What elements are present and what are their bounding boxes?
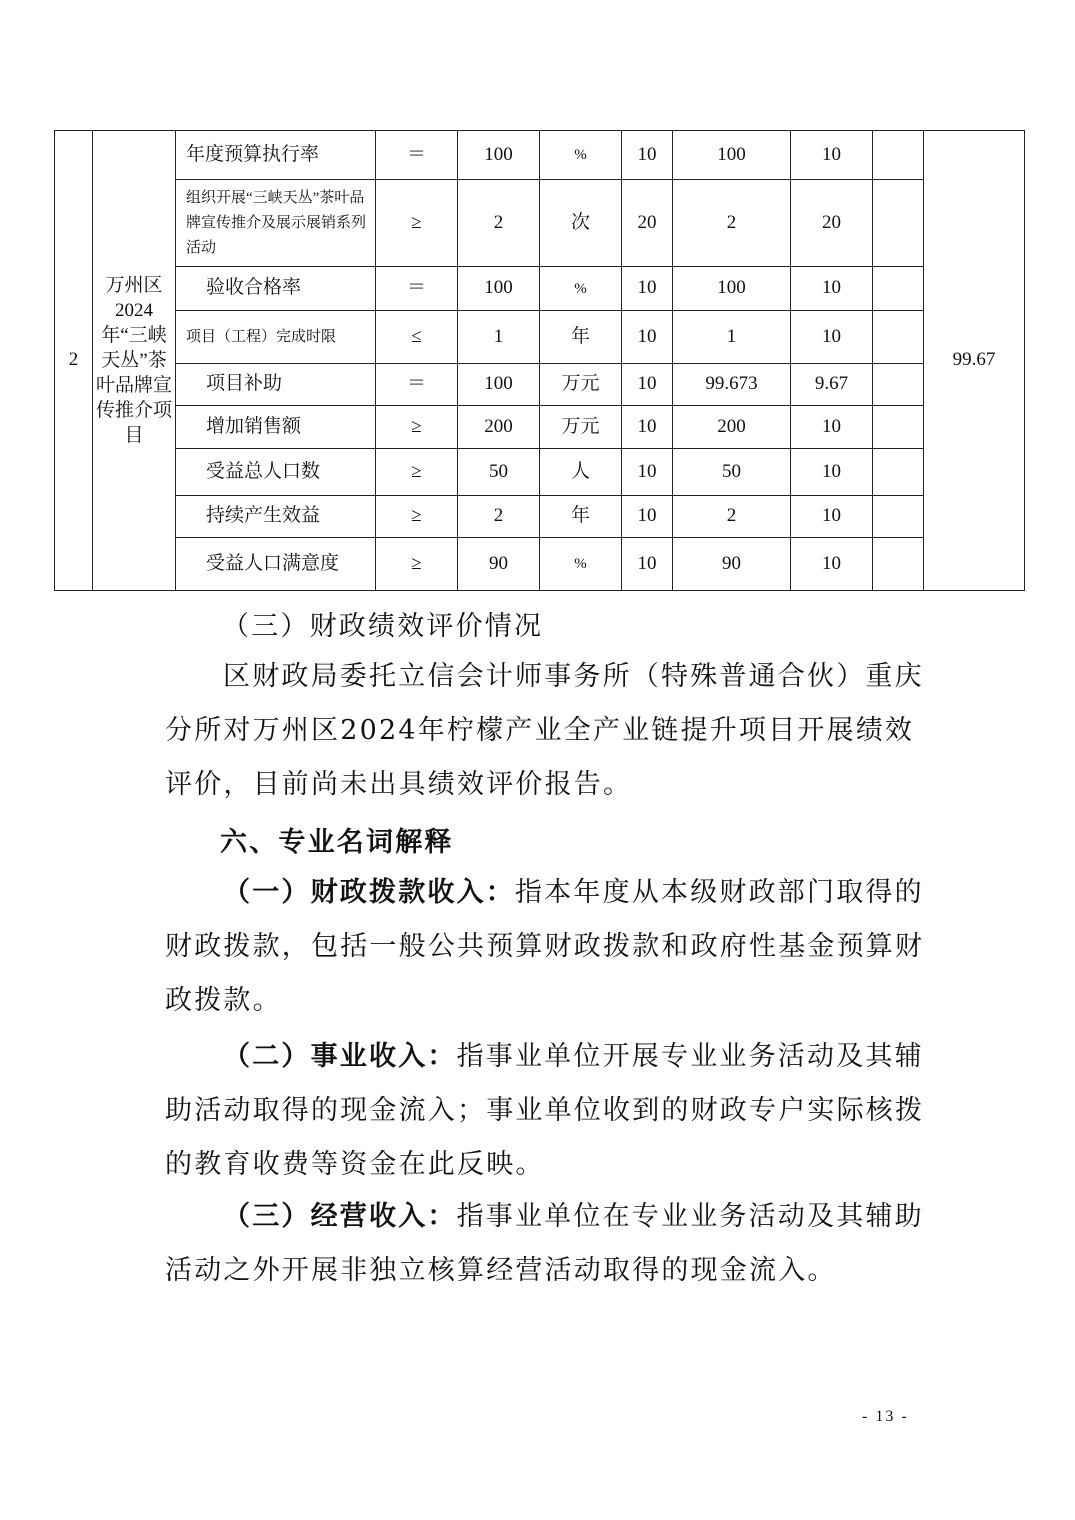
operator: ＝ [376,364,458,406]
unit: % [540,538,622,591]
glossary-item [165,866,925,1028]
target-value: 2 [458,180,540,267]
unit: 万元 [540,406,622,449]
table-row [55,267,1025,311]
note [873,311,924,364]
note [873,364,924,406]
note [873,180,924,267]
project-name: 万州区2024年“三峡天丛”茶叶品牌宣传推介项目 [93,131,176,591]
score: 10 [791,496,873,538]
glossary-definition: 指本年度从本级财政部门取得的财政拨款，包括一般公共预算财政拨款和政府性基金预算财政拨款。 [165,877,925,1016]
glossary-term: （二）事业收入： [223,1041,457,1072]
note [873,131,924,180]
operator: ≥ [376,180,458,267]
weight: 10 [622,311,673,364]
operator: ＝ [376,131,458,180]
actual-value: 2 [673,496,791,538]
score: 10 [791,449,873,496]
indicator-name: 受益总人口数 [176,449,376,496]
table-row [55,364,1025,406]
glossary-item [165,1190,925,1298]
indicator-name: 持续产生效益 [176,496,376,538]
section-paragraph-performance: 区财政局委托立信会计师事务所（特殊普通合伙）重庆分所对万州区2024年柠檬产业全产业链提升项目开展绩效评价，目前尚未出具绩效评价报告。 [165,661,924,800]
actual-value: 100 [673,267,791,311]
target-value: 100 [458,131,540,180]
weight: 10 [622,449,673,496]
weight: 10 [622,496,673,538]
unit: 年 [540,311,622,364]
page-number: - 13 - [862,1408,909,1425]
unit: % [540,131,622,180]
indicator-name: 受益人口满意度 [176,538,376,591]
actual-value: 200 [673,406,791,449]
operator: ≥ [376,449,458,496]
table-row [55,496,1025,538]
target-value: 200 [458,406,540,449]
indicator-name: 组织开展“三峡天丛”茶叶品牌宣传推介及展示展销系列活动 [176,180,376,267]
table-row [55,406,1025,449]
target-value: 2 [458,496,540,538]
operator: ＝ [376,267,458,311]
target-value: 90 [458,538,540,591]
actual-value: 99.673 [673,364,791,406]
indicator-name: 验收合格率 [176,267,376,311]
note [873,538,924,591]
indicator-name: 项目（工程）完成时限 [176,311,376,364]
note [873,406,924,449]
glossary-term: （三）经营收入： [223,1201,457,1232]
target-value: 100 [458,364,540,406]
score: 20 [791,180,873,267]
score: 10 [791,267,873,311]
target-value: 50 [458,449,540,496]
note [873,449,924,496]
table-row [55,538,1025,591]
unit: % [540,267,622,311]
unit: 万元 [540,364,622,406]
note [873,496,924,538]
score: 9.67 [791,364,873,406]
section-heading-glossary: 六、专业名词解释 [220,827,454,858]
target-value: 100 [458,267,540,311]
table-row [55,180,1025,267]
section-heading-performance: （三）财政绩效评价情况 [222,611,544,642]
glossary-definition: 指事业单位在专业业务活动及其辅助活动之外开展非独立核算经营活动取得的现金流入。 [165,1201,924,1286]
unit: 人 [540,449,622,496]
weight: 10 [622,364,673,406]
operator: ≥ [376,538,458,591]
actual-value: 100 [673,131,791,180]
unit: 次 [540,180,622,267]
indicator-name: 项目补助 [176,364,376,406]
total-score: 99.67 [924,131,1025,591]
indicator-name: 年度预算执行率 [176,131,376,180]
weight: 10 [622,267,673,311]
score: 10 [791,406,873,449]
actual-value: 2 [673,180,791,267]
score: 10 [791,131,873,180]
score: 10 [791,538,873,591]
weight: 10 [622,406,673,449]
target-value: 1 [458,311,540,364]
glossary-term: （一）财政拨款收入： [223,877,515,908]
actual-value: 50 [673,449,791,496]
actual-value: 90 [673,538,791,591]
note [873,267,924,311]
table-row [55,131,1025,180]
glossary-definition: 指事业单位开展专业业务活动及其辅助活动取得的现金流入；事业单位收到的财政专户实际核拨的教育收费等资金在此反映。 [165,1041,925,1180]
operator: ≤ [376,311,458,364]
table-row [55,311,1025,364]
performance-table [54,130,1025,591]
operator: ≥ [376,496,458,538]
weight: 10 [622,538,673,591]
operator: ≥ [376,406,458,449]
indicator-name: 增加销售额 [176,406,376,449]
glossary-item [165,1030,925,1192]
weight: 20 [622,180,673,267]
unit: 年 [540,496,622,538]
score: 10 [791,311,873,364]
actual-value: 1 [673,311,791,364]
weight: 10 [622,131,673,180]
row-number: 2 [55,131,93,591]
table-row [55,449,1025,496]
